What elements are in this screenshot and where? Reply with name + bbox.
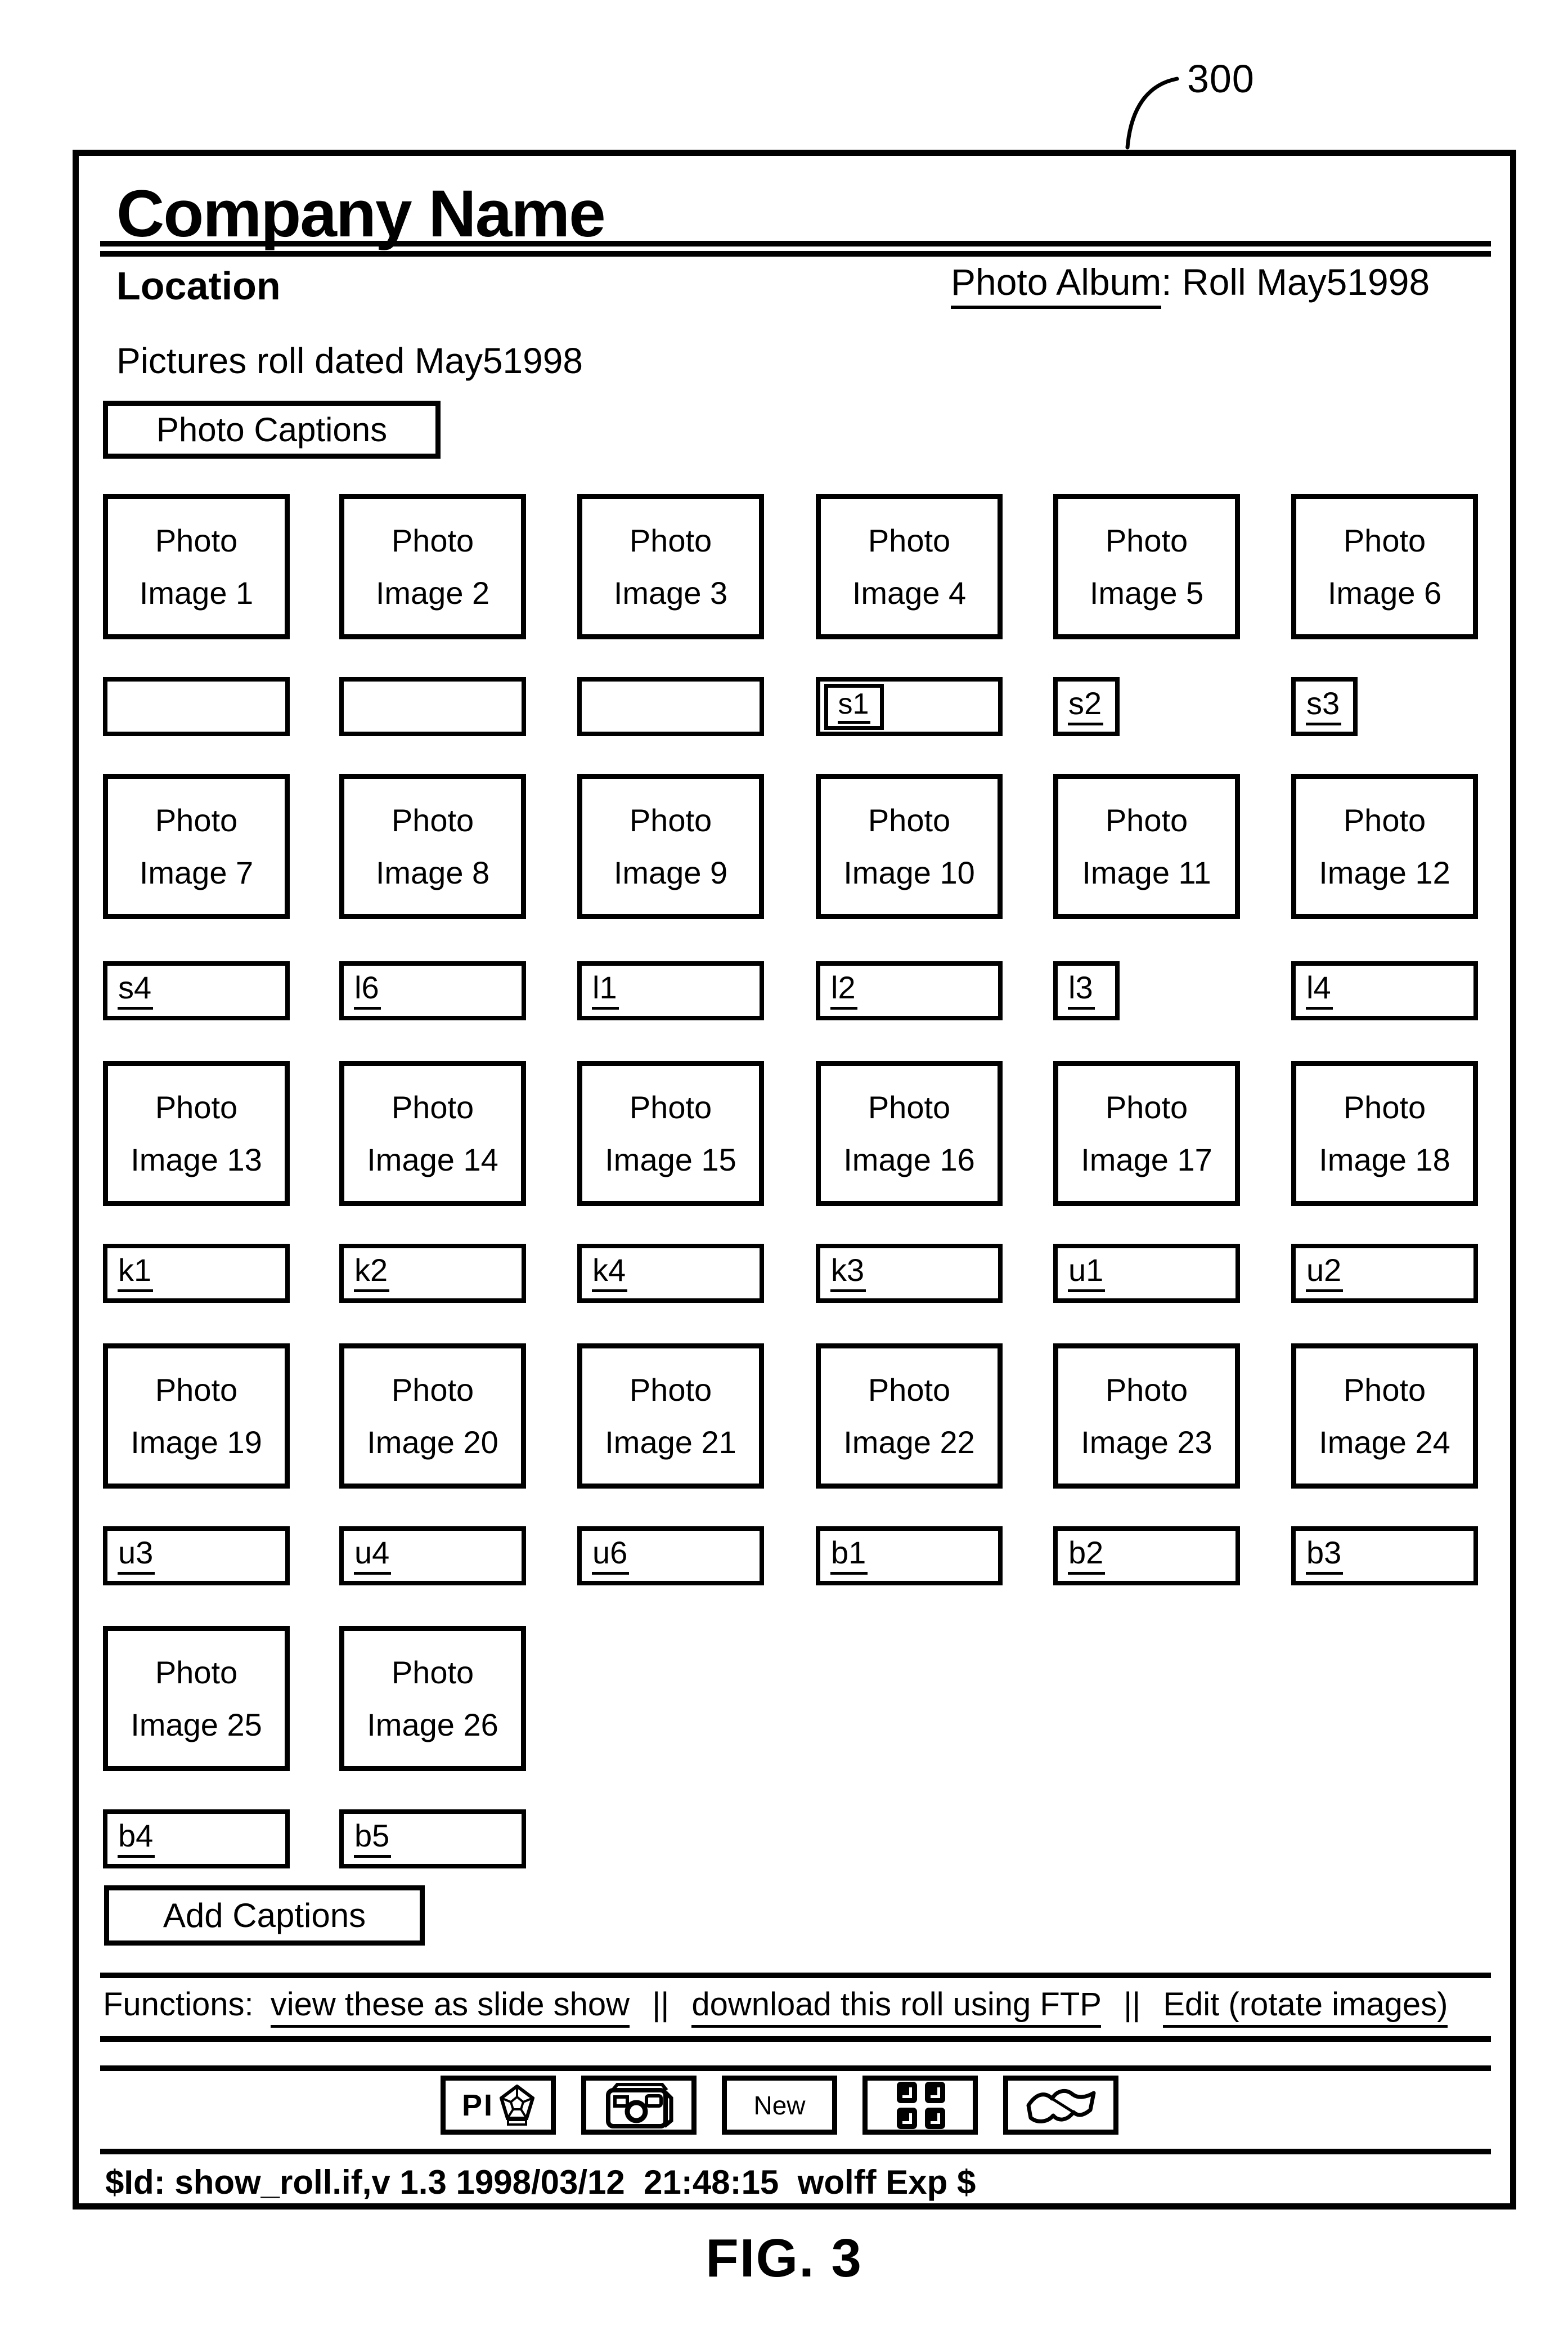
functions-separator: ||	[1124, 1986, 1141, 2023]
photo-number: Image 17	[1081, 1142, 1212, 1177]
photo-thumbnail-15[interactable]	[577, 1061, 764, 1206]
caption-field[interactable]	[1291, 1526, 1478, 1585]
caption-link-b3[interactable]: b3	[1306, 1537, 1343, 1575]
camera-button[interactable]	[581, 2076, 697, 2135]
photo-word: Photo	[868, 523, 951, 558]
photo-number: Image 12	[1319, 855, 1450, 890]
photo-word: Photo	[155, 1090, 238, 1125]
caption-link-b1[interactable]: b1	[830, 1537, 868, 1575]
photo-word: Photo	[1105, 1090, 1188, 1125]
photo-number: Image 7	[139, 855, 254, 890]
caption-field[interactable]	[816, 1526, 1003, 1585]
caption-field[interactable]	[339, 961, 526, 1020]
caption-link-b5[interactable]: b5	[354, 1820, 391, 1858]
link-download-ftp[interactable]: download this roll using FTP	[691, 1986, 1101, 2028]
photo-thumbnail-22[interactable]	[816, 1343, 1003, 1489]
caption-link-l3[interactable]: l3	[1068, 972, 1095, 1010]
photo-number: Image 3	[613, 575, 728, 611]
photo-word: Photo	[629, 1372, 712, 1408]
location-label: Location	[116, 264, 281, 308]
caption-link-k3[interactable]: k3	[830, 1254, 866, 1292]
gem-icon	[500, 2085, 534, 2126]
caption-field[interactable]	[816, 961, 1003, 1020]
caption-link-u1[interactable]: u1	[1068, 1254, 1105, 1292]
new-button[interactable]	[722, 2076, 837, 2135]
photo-album-link[interactable]: Photo Album	[951, 261, 1161, 309]
caption-link-l6[interactable]: l6	[354, 972, 381, 1010]
photo-thumbnail-2[interactable]	[339, 494, 526, 639]
photo-number: Image 16	[843, 1142, 975, 1177]
caption-field[interactable]	[577, 1244, 764, 1303]
functions-label: Functions:	[103, 1986, 254, 2023]
photo-thumbnail-23[interactable]	[1053, 1343, 1240, 1489]
thumbnails-grid-button[interactable]	[862, 2076, 978, 2135]
photo-thumbnail-7[interactable]	[103, 774, 290, 919]
caption-link-l4[interactable]: l4	[1306, 972, 1333, 1010]
caption-link-b2[interactable]: b2	[1068, 1537, 1105, 1575]
caption-field-empty[interactable]	[577, 677, 764, 736]
caption-link-l2[interactable]: l2	[830, 972, 857, 1010]
photo-number: Image 19	[131, 1424, 262, 1460]
caption-field[interactable]	[1053, 1526, 1240, 1585]
caption-link-s4[interactable]: s4	[118, 972, 153, 1010]
caption-link-u3[interactable]: u3	[118, 1537, 155, 1575]
caption-link-u4[interactable]: u4	[354, 1537, 391, 1575]
link-edit-rotate[interactable]: Edit (rotate images)	[1163, 1986, 1448, 2028]
photo-number: Image 20	[367, 1424, 498, 1460]
caption-link-u2[interactable]: u2	[1306, 1254, 1343, 1292]
photo-word: Photo	[868, 1090, 951, 1125]
photo-thumbnail-17[interactable]	[1053, 1061, 1240, 1206]
photo-thumbnail-13[interactable]	[103, 1061, 290, 1206]
photo-thumbnail-21[interactable]	[577, 1343, 764, 1489]
photo-word: Photo	[868, 803, 951, 838]
photo-word: Photo	[868, 1372, 951, 1408]
photo-word: Photo	[391, 1655, 474, 1690]
thumbnails-grid-icon	[887, 2079, 954, 2131]
divider-rule	[100, 2149, 1491, 2154]
roll-title: Pictures roll dated May51998	[116, 340, 583, 381]
divider-rule	[100, 1973, 1491, 1978]
functions-bar	[103, 1986, 1448, 2023]
caption-field[interactable]	[339, 1809, 526, 1868]
photo-thumbnail-24[interactable]	[1291, 1343, 1478, 1489]
photo-captions-button[interactable]	[103, 401, 441, 459]
photo-word: Photo	[155, 1655, 238, 1690]
photo-word: Photo	[391, 523, 474, 558]
photo-album-line	[951, 261, 1430, 303]
caption-field[interactable]	[816, 677, 1003, 736]
photo-thumbnail-8[interactable]	[339, 774, 526, 919]
photo-number: Image 11	[1082, 855, 1211, 890]
photo-word: Photo	[391, 803, 474, 838]
photo-thumbnail-3[interactable]	[577, 494, 764, 639]
photo-number: Image 26	[367, 1707, 498, 1742]
photo-word: Photo	[629, 523, 712, 558]
caption-link-s3[interactable]: s3	[1306, 688, 1341, 725]
caption-link-box[interactable]	[824, 684, 884, 730]
caption-link-k1[interactable]: k1	[118, 1254, 153, 1292]
photo-thumbnail-16[interactable]	[816, 1061, 1003, 1206]
caption-link-s2[interactable]: s2	[1068, 688, 1103, 725]
flag-icon	[1024, 2082, 1098, 2129]
photo-number: Image 4	[852, 575, 967, 611]
page-title: Company Name	[116, 177, 605, 251]
flag-button[interactable]	[1003, 2076, 1118, 2135]
caption-field[interactable]	[339, 1244, 526, 1303]
photo-number: Image 21	[605, 1424, 736, 1460]
caption-field[interactable]	[1291, 1244, 1478, 1303]
header-double-rule	[100, 241, 1491, 257]
photo-word: Photo	[391, 1090, 474, 1125]
add-captions-button[interactable]	[104, 1885, 425, 1946]
photo-number: Image 24	[1319, 1424, 1450, 1460]
photo-word: Photo	[391, 1372, 474, 1408]
caption-field[interactable]	[103, 1244, 290, 1303]
photo-word: Photo	[1343, 803, 1426, 838]
photo-number: Image 5	[1089, 575, 1204, 611]
photo-thumbnail-18[interactable]	[1291, 1061, 1478, 1206]
caption-field[interactable]	[1291, 961, 1478, 1020]
divider-rule	[100, 2065, 1491, 2071]
photo-thumbnail-1[interactable]	[103, 494, 290, 639]
caption-field[interactable]	[103, 1526, 290, 1585]
photo-word: Photo	[1343, 1090, 1426, 1125]
photo-thumbnail-20[interactable]	[339, 1343, 526, 1489]
photo-word: Photo	[155, 803, 238, 838]
photo-thumbnail-9[interactable]	[577, 774, 764, 919]
photo-word: Photo	[155, 523, 238, 558]
photo-captions-label: Photo Captions	[156, 411, 388, 449]
caption-link-l1[interactable]: l1	[592, 972, 619, 1010]
photo-thumbnail-10[interactable]	[816, 774, 1003, 919]
pi-logo-button[interactable]	[441, 2076, 556, 2135]
functions-separator: ||	[652, 1986, 670, 2023]
new-button-label: New	[753, 2090, 806, 2120]
caption-link-s1[interactable]: s1	[838, 689, 871, 724]
photo-album-value: : Roll May51998	[1161, 261, 1430, 303]
photo-number: Image 2	[375, 575, 490, 611]
caption-field[interactable]	[1053, 1244, 1240, 1303]
caption-link-u6[interactable]: u6	[592, 1537, 629, 1575]
photo-number: Image 1	[139, 575, 254, 611]
photo-thumbnail-14[interactable]	[339, 1061, 526, 1206]
photo-thumbnail-6[interactable]	[1291, 494, 1478, 639]
ref-label-300: 300	[1187, 57, 1255, 101]
photo-thumbnail-26[interactable]	[339, 1626, 526, 1771]
photo-number: Image 10	[843, 855, 975, 890]
photo-number: Image 15	[605, 1142, 736, 1177]
version-id-line: $Id: show_roll.if,v 1.3 1998/03/12 21:48:15 wolff Exp $	[105, 2163, 976, 2201]
photo-number: Image 13	[131, 1142, 262, 1177]
photo-number: Image 14	[367, 1142, 498, 1177]
camera-icon	[604, 2081, 675, 2130]
photo-thumbnail-5[interactable]	[1053, 494, 1240, 639]
divider-rule	[100, 2036, 1491, 2042]
figure-caption: FIG. 3	[706, 2228, 862, 2288]
photo-number: Image 8	[375, 855, 490, 890]
caption-field[interactable]	[1291, 677, 1358, 736]
photo-thumbnail-4[interactable]	[816, 494, 1003, 639]
photo-thumbnail-11[interactable]	[1053, 774, 1240, 919]
photo-word: Photo	[1343, 523, 1426, 558]
photo-word: Photo	[629, 803, 712, 838]
photo-number: Image 22	[843, 1424, 975, 1460]
caption-field[interactable]	[1053, 961, 1120, 1020]
caption-field[interactable]	[577, 1526, 764, 1585]
photo-word: Photo	[1105, 803, 1188, 838]
photo-number: Image 18	[1319, 1142, 1450, 1177]
photo-thumbnail-12[interactable]	[1291, 774, 1478, 919]
photo-number: Image 25	[131, 1707, 262, 1742]
caption-field-empty[interactable]	[103, 677, 290, 736]
photo-thumbnail-19[interactable]	[103, 1343, 290, 1489]
caption-field-empty[interactable]	[339, 677, 526, 736]
photo-number: Image 6	[1327, 575, 1442, 611]
caption-field[interactable]	[103, 961, 290, 1020]
caption-field[interactable]	[816, 1244, 1003, 1303]
caption-link-k4[interactable]: k4	[592, 1254, 627, 1292]
photo-word: Photo	[1105, 523, 1188, 558]
photo-word: Photo	[629, 1090, 712, 1125]
caption-field[interactable]	[577, 961, 764, 1020]
caption-link-b4[interactable]: b4	[118, 1820, 155, 1858]
photo-number: Image 9	[613, 855, 728, 890]
photo-number: Image 23	[1081, 1424, 1212, 1460]
photo-word: Photo	[1343, 1372, 1426, 1408]
add-captions-label: Add Captions	[163, 1897, 366, 1934]
caption-field[interactable]	[1053, 677, 1120, 736]
caption-link-k2[interactable]: k2	[354, 1254, 389, 1292]
photo-word: Photo	[1105, 1372, 1188, 1408]
link-view-slideshow[interactable]: view these as slide show	[271, 1986, 630, 2028]
photo-word: Photo	[155, 1372, 238, 1408]
caption-field[interactable]	[339, 1526, 526, 1585]
pi-logo-label: PI	[461, 2088, 495, 2122]
photo-thumbnail-25[interactable]	[103, 1626, 290, 1771]
caption-field[interactable]	[103, 1809, 290, 1868]
